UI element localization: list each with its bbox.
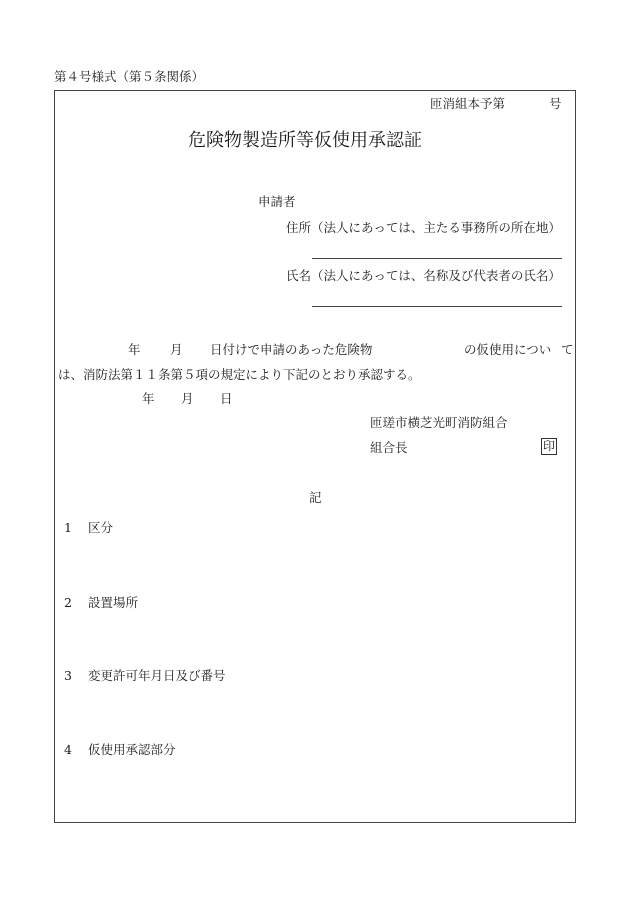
item-1-number: 1 [64, 520, 72, 535]
document-title: 危険物製造所等仮使用承認証 [188, 130, 422, 151]
doc-number-prefix: 匝消組本予第 [430, 96, 506, 111]
ki-heading: 記 [309, 490, 322, 505]
body-text-end: の仮使用につい [464, 342, 552, 357]
item-4-label: 仮使用承認部分 [88, 742, 176, 757]
doc-number-suffix: 号 [549, 96, 562, 111]
body-text-mid: 日付けで申請のあった危険物 [210, 342, 373, 357]
date-day: 日 [220, 391, 233, 406]
applicant-heading: 申請者 [258, 194, 296, 209]
form-label: 第４号様式（第５条関係） [54, 69, 205, 84]
item-3-label: 変更許可年月日及び番号 [88, 668, 226, 683]
item-2-label: 設置場所 [88, 595, 139, 610]
form-frame [54, 90, 576, 823]
seal-mark: 印 [542, 439, 555, 453]
item-4-number: 4 [64, 742, 72, 757]
item-2-number: 2 [64, 595, 72, 610]
body-text-line2: は、消防法第１１条第５項の規定により下記のとおり承認する。 [58, 367, 421, 382]
item-1-label: 区分 [88, 520, 114, 535]
issuer-organization: 匝瑳市横芝光町消防組合 [370, 415, 508, 430]
item-3-number: 3 [64, 668, 72, 683]
issuer-title: 組合長 [370, 440, 408, 455]
body-month: 月 [170, 342, 183, 357]
date-year: 年 [142, 391, 155, 406]
body-year: 年 [128, 342, 141, 357]
name-line [312, 306, 562, 307]
address-line [312, 258, 562, 259]
date-month: 月 [181, 391, 194, 406]
name-label: 氏名（法人にあっては、名称及び代表者の氏名） [286, 268, 561, 283]
body-text-last: て [561, 342, 574, 357]
address-label: 住所（法人にあっては、主たる事務所の所在地） [286, 220, 561, 235]
